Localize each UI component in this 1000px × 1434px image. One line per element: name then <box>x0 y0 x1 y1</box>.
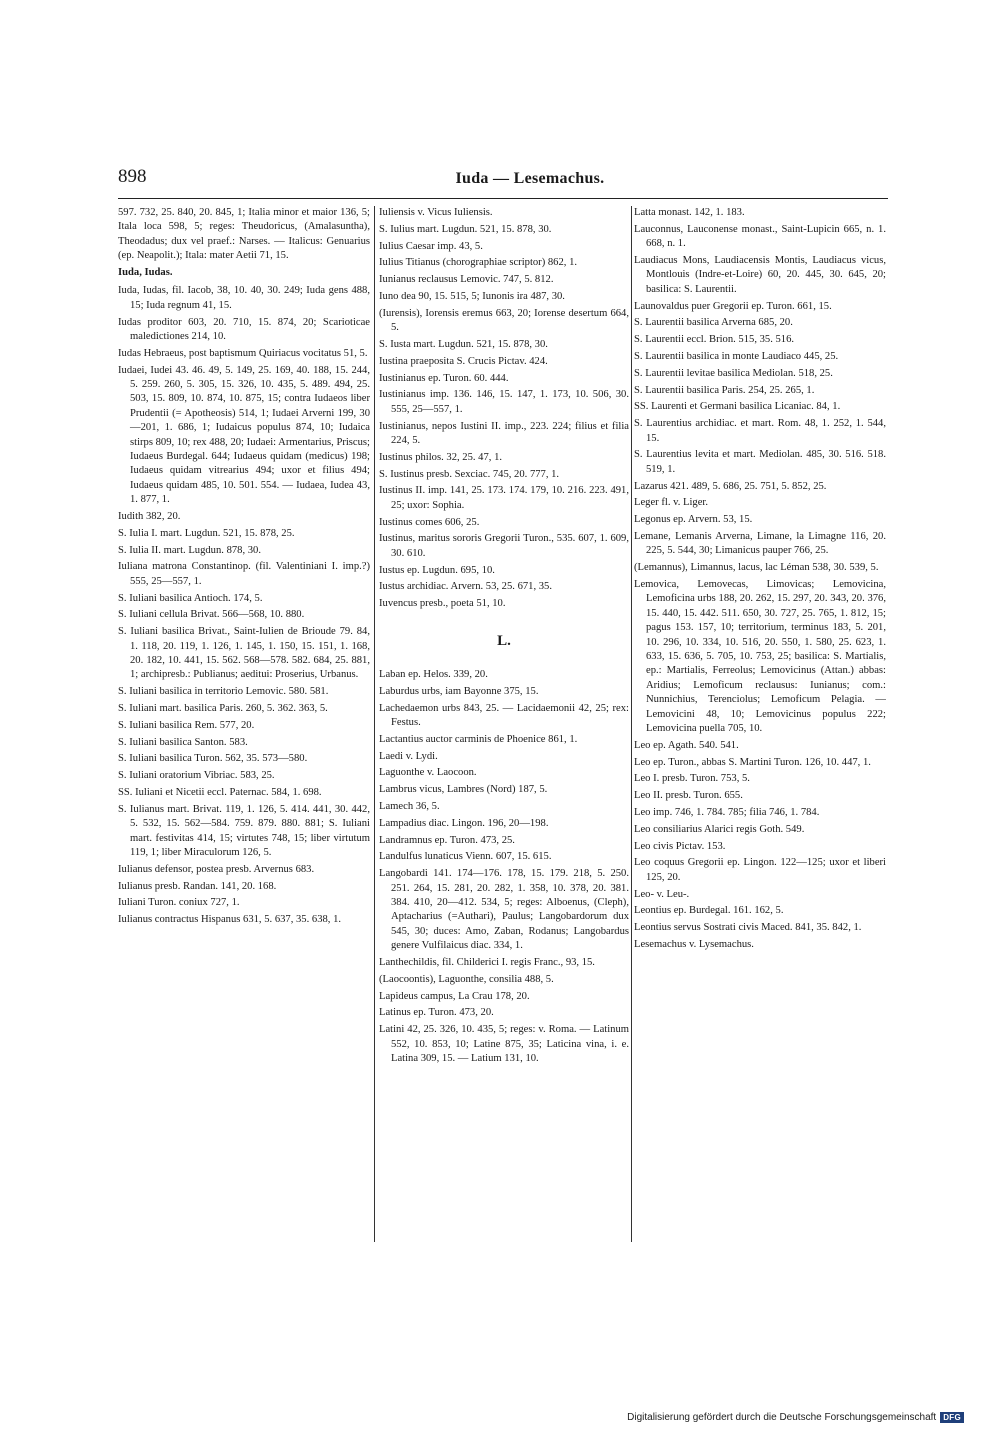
index-entry: S. Laurentii eccl. Brion. 515, 35. 516. <box>634 334 795 346</box>
index-entry: Lanthechildis, fil. Childerici I. regis Franc., 93, 15. <box>379 956 595 968</box>
index-entry: Lapideus campus, La Crau 178, 20. <box>379 990 530 1002</box>
index-column-3 <box>634 206 886 1246</box>
dfg-logo-icon: DFG <box>940 1412 964 1423</box>
index-entry: S. Laurentii basilica Paris. 254, 25. 265, 1. <box>634 384 815 396</box>
index-entry: Landulfus lunaticus Vienn. 607, 15. 615. <box>379 851 552 863</box>
funding-footer <box>627 1412 964 1423</box>
column-divider <box>374 206 375 1242</box>
index-entry: Laudiacus Mons, Laudiacensis Montis, Laudiacus vicus, Montlouis (Indre-et-Loire) 60, 20. 445, 30. 645, 20; basilica: S. Laurentii. <box>634 255 886 295</box>
index-entry: S. Iulianus mart. Brivat. 119, 1. 126, 5. 414. 441, 30. 442, 5. 532, 15. 562—584. 759. 879. 880. 881; S. Iuliani mart. festivitas 414, 15; virtutes 748, 15; liber virtutum 119, 1; liber Miraculorum 126, 5. <box>118 803 370 859</box>
index-entry: Iuliana matrona Constantinop. (fil. Valentiniani I. imp.?) 555, 25—557, 1. <box>118 561 370 587</box>
index-entry: Latini 42, 25. 326, 10. 435, 5; reges: v. Roma. — Latinum 552, 10. 853, 10; Latine 875, 35; Laticina vina, i. e. Latina 309, 15. — Latium 131, 10. <box>379 1024 629 1064</box>
index-entry: Lampadius diac. Lingon. 196, 20—198. <box>379 817 549 829</box>
index-entry: Lambrus vicus, Lambres (Nord) 187, 5. <box>379 784 548 796</box>
index-entry: Leo ep. Agath. 540. 541. <box>634 739 739 751</box>
index-entry: Landramnus ep. Turon. 473, 25. <box>379 834 515 846</box>
index-entry: Iulius Caesar imp. 43, 5. <box>379 240 483 252</box>
index-entry: Iustinus philos. 32, 25. 47, 1. <box>379 451 503 463</box>
index-entry: S. Iuliani basilica Rem. 577, 20. <box>118 719 255 731</box>
index-column-1 <box>118 206 370 1246</box>
index-entry: Latinus ep. Turon. 473, 20. <box>379 1007 494 1019</box>
index-entry: Lesemachus v. Lysemachus. <box>634 939 754 951</box>
section-heading: Iuda, Iudas. <box>118 267 173 279</box>
index-entry: S. Iulia II. mart. Lugdun. 878, 30. <box>118 544 261 556</box>
column-divider <box>631 206 632 1242</box>
index-entry: Iustinus comes 606, 25. <box>379 516 480 528</box>
page-number: 898 <box>118 166 147 187</box>
index-entry: Legonus ep. Arvern. 53, 15. <box>634 514 753 526</box>
header-rule <box>118 198 888 199</box>
index-entry: S. Iustinus presb. Sexciac. 745, 20. 777, 1. <box>379 468 560 480</box>
index-entry: SS. Iuliani et Nicetii eccl. Paternac. 584, 1. 698. <box>118 787 322 799</box>
index-entry: S. Iuliani basilica in territorio Lemovic. 580. 581. <box>118 686 329 698</box>
index-entry: Iustinus, maritus sororis Gregorii Turon., 535. 607, 1. 609, 30. 610. <box>379 533 629 559</box>
index-entry: Iuliensis v. Vicus Iuliensis. <box>379 207 493 218</box>
index-entry: Laguonthe v. Laocoon. <box>379 767 477 779</box>
index-entry: S. Iulius mart. Lugdun. 521, 15. 878, 30. <box>379 223 552 235</box>
index-entry: Leo consiliarius Alarici regis Goth. 549. <box>634 823 805 835</box>
index-entry: Laburdus urbs, iam Bayonne 375, 15. <box>379 685 539 697</box>
index-entry: Iustinus II. imp. 141, 25. 173. 174. 179, 10. 216. 223. 491, 25; uxor: Sophia. <box>379 485 629 511</box>
index-entry: Iulianus presb. Randan. 141, 20. 168. <box>118 880 277 892</box>
index-entry: Lemovica, Lemovecas, Limovicas; Lemovicina, Lemoficina urbs 188, 20. 262, 15. 297, 20. 343, 20. 376, 15. 440, 15. 442. 511. 650, 30. 727, 25. 765, 1. 812, 15; pagus 153. 157, 10; territorium, terminus 183, 5. 201, 10. 296, 10. 334, 10. 516, 20. 550, 1. 580, 25. 623, 1. 633, 15. 636, 5. 705, 10. 753, 25; basilica: S. Martialis, ep.: Martialis, Ferreolus; Lemovicinus (Attan.) abbas: Aridius; Lemoficum reclausus: Iunianus; com.: Nunnichius, Terenciolus; Lemoficum Pelagia. — Lemovicini 48, 10; Lemovicinus populus 222; Lemovicina puella 705, 10. <box>634 578 886 735</box>
index-entry: Launovaldus puer Gregorii ep. Turon. 661, 15. <box>634 300 832 312</box>
index-entry: Iulianus contractus Hispanus 631, 5. 637, 35. 638, 1. <box>118 914 342 926</box>
index-entry: Iudaei, Iudei 43. 46. 49, 5. 149, 25. 169, 40. 188, 15. 244, 5. 259. 260, 5. 305, 15. 326, 10. 435, 5. 489. 494, 25. 503, 15. 809, 10. 874, 10. 875, 15; contra Iudaeos liber Prudentii (= Apotheosis) 514, 1; Iudaei Arverni 199, 30—201, 1. 686, 1; Iudaicus populus 874, 10; Iudaica stirps 809, 10; rex 488, 20; Iudaei: Armentarius, Priscus; Iudaeus Burdegal. 644; Iudaeus quidam (medicus) 198; Iudaeus quidam vitrearius 494; uxor et filius 494; Iudaeus quidam 485, 10. 501. 554. — Iudaea, Iudea 43, 1. 877, 1. <box>118 364 370 506</box>
index-entry: Iudas Hebraeus, post baptismum Quiriacus vocitatus 51, 5. <box>118 347 368 359</box>
index-entry: Laedi v. Lydi. <box>379 750 438 762</box>
index-entry: Langobardi 141. 174—176. 178, 15. 179. 218, 5. 250. 251. 264, 15. 281, 20. 282, 1. 358, 10. 378, 20. 381. 384. 410, 20—412. 534, 5; reges: Alboenus, (Cleph), Aptacharius (=Authari), Paulus; Langobardorum dux 545, 30; duces: Amo, Zaban, Rodanus; Langobardus genere Vulfilaicus diac. 334, 1. <box>379 868 629 952</box>
index-entry: Leo ep. Turon., abbas S. Martini Turon. 126, 10. 447, 1. <box>634 756 871 768</box>
index-entry: Iuno dea 90, 15. 515, 5; Iunonis ira 487, 30. <box>379 290 565 302</box>
index-entry: S. Iuliani cellula Brivat. 566—568, 10. 880. <box>118 609 305 621</box>
index-entry: Leo I. presb. Turon. 753, 5. <box>634 773 750 785</box>
index-entry: (Iurensis), Iorensis eremus 663, 20; Iorense desertum 664, 5. <box>379 307 629 334</box>
index-entry: Iustinianus, nepos Iustini II. imp., 223. 224; filius et filia 224, 5. <box>379 420 629 446</box>
index-entry: SS. Laurenti et Germani basilica Licaniac. 84, 1. <box>634 401 841 413</box>
index-entry: Lactantius auctor carminis de Phoenice 861, 1. <box>379 733 578 745</box>
letter-heading: L. <box>497 632 511 649</box>
index-entry: Leo civis Pictav. 153. <box>634 840 726 852</box>
index-column-2 <box>379 206 629 1246</box>
index-entry: Laban ep. Helos. 339, 20. <box>379 668 488 680</box>
index-entry: Iuda, Iudas, fil. Iacob, 38, 10. 40, 30. 249; Iuda gens 488, 15; Iuda regnum 41, 15. <box>118 285 370 311</box>
index-entry: S. Laurentius levita et mart. Mediolan. 485, 30. 516. 518. 519, 1. <box>634 449 886 475</box>
index-entry: Iuliani Turon. coniux 727, 1. <box>118 897 240 909</box>
index-entry: Leger fl. v. Liger. <box>634 497 709 509</box>
index-entry: S. Iuliani oratorium Vibriac. 583, 25. <box>118 770 275 782</box>
index-entry: S. Laurentii basilica Arverna 685, 20. <box>634 317 793 329</box>
index-entry: Iunianus reclausus Lemovic. 747, 5. 812. <box>379 274 554 286</box>
index-entry: Iudas proditor 603, 20. 710, 15. 874, 20; Scarioticae maledictiones 214, 10. <box>118 316 370 343</box>
index-entry: Iustus ep. Lugdun. 695, 10. <box>379 564 495 576</box>
index-entry: S. Iulia I. mart. Lugdun. 521, 15. 878, 25. <box>118 527 295 539</box>
index-entry: S. Iuliani basilica Turon. 562, 35. 573—580. <box>118 753 308 765</box>
index-entry: Lemane, Lemanis Arverna, Limane, la Limagne 116, 20. 225, 5. 544, 30; Limanicus pauper 766, 25. <box>634 530 886 557</box>
index-entry: Leo II. presb. Turon. 655. <box>634 790 743 802</box>
index-entry: Leo- v. Leu-. <box>634 888 690 900</box>
index-entry: Leontius ep. Burdegal. 161. 162, 5. <box>634 905 784 917</box>
index-entry: S. Laurentii basilica in monte Laudiaco 445, 25. <box>634 351 839 362</box>
index-entry: Leo coquus Gregorii ep. Lingon. 122—125; uxor et liberi 125, 20. <box>634 857 886 883</box>
index-entry: 597. 732, 25. 840, 20. 845, 1; Italia minor et maior 136, 5; Itala loca 598, 5; reges: Theudoricus, (Amalasuntha), Theodadus; dux vel praef.: Narses. — Italicus: Genuarius (ep. Neapolit.); Itala: mater Aetii 71, 15. <box>118 207 370 262</box>
index-entry: (Lemannus), Limannus, lacus, lac Léman 538, 30. 539, 5. <box>634 562 879 574</box>
index-entry: S. Iuliani basilica Brivat., Saint-Iulien de Brioude 79. 84, 1. 118, 20. 119, 1. 126, 1. 145, 1. 150, 15. 151, 1. 168, 20. 182, 10. 441, 15. 562. 568—578. 582. 684, 25. 881, 1; archipresb.: Publianus; aeditui: Proserius, Urbanus. <box>118 626 370 681</box>
index-entry: Iulianus defensor, postea presb. Arvernus 683. <box>118 863 315 875</box>
index-entry: S. Iuliani mart. basilica Paris. 260, 5. 362. 363, 5. <box>118 703 328 715</box>
index-entry: Lamech 36, 5. <box>379 800 440 812</box>
index-entry: S. Iuliani basilica Antioch. 174, 5. <box>118 592 263 604</box>
index-entry: Iudith 382, 20. <box>118 511 181 523</box>
index-entry: S. Laurentius archidiac. et mart. Rom. 48, 1. 252, 1. 544, 15. <box>634 418 886 444</box>
index-entry: Iustus archidiac. Arvern. 53, 25. 671, 35. <box>379 581 552 593</box>
index-entry: Leontius servus Sostrati civis Maced. 841, 35. 842, 1. <box>634 922 862 934</box>
index-entry: Leo imp. 746, 1. 784. 785; filia 746, 1. 784. <box>634 807 820 819</box>
index-entry: Iulius Titianus (chorographiae scriptor) 862, 1. <box>379 257 578 269</box>
index-entry: Lazarus 421. 489, 5. 686, 25. 751, 5. 852, 25. <box>634 480 827 492</box>
index-entry: S. Iusta mart. Lugdun. 521, 15. 878, 30. <box>379 338 548 350</box>
index-entry: S. Iuliani basilica Santon. 583. <box>118 736 248 748</box>
index-entry: Latta monast. 142, 1. 183. <box>634 207 745 218</box>
funding-note: Digitalisierung gefördert durch die Deutsche Forschungsgemeinschaft <box>627 1412 937 1423</box>
index-entry: Iustinianus imp. 136. 146, 15. 147, 1. 173, 10. 506, 30. 555, 25—557, 1. <box>379 389 629 415</box>
index-entry: (Laocoontis), Laguonthe, consilia 488, 5. <box>379 973 554 985</box>
index-entry: Lauconnus, Lauconense monast., Saint-Lupicin 665, n. 1. 668, n. 1. <box>634 223 886 250</box>
index-entry: Iustinianus ep. Turon. 60. 444. <box>379 372 509 384</box>
index-entry: Iustina praeposita S. Crucis Pictav. 424. <box>379 355 548 367</box>
running-title: Iuda — Lesemachus. <box>455 170 605 187</box>
index-entry: Iuvencus presb., poeta 51, 10. <box>379 598 506 610</box>
index-entry: Lachedaemon urbs 843, 25. — Lacidaemonii 42, 25; rex: Festus. <box>379 702 629 728</box>
index-entry: S. Laurentii levitae basilica Mediolan. 518, 25. <box>634 367 833 379</box>
